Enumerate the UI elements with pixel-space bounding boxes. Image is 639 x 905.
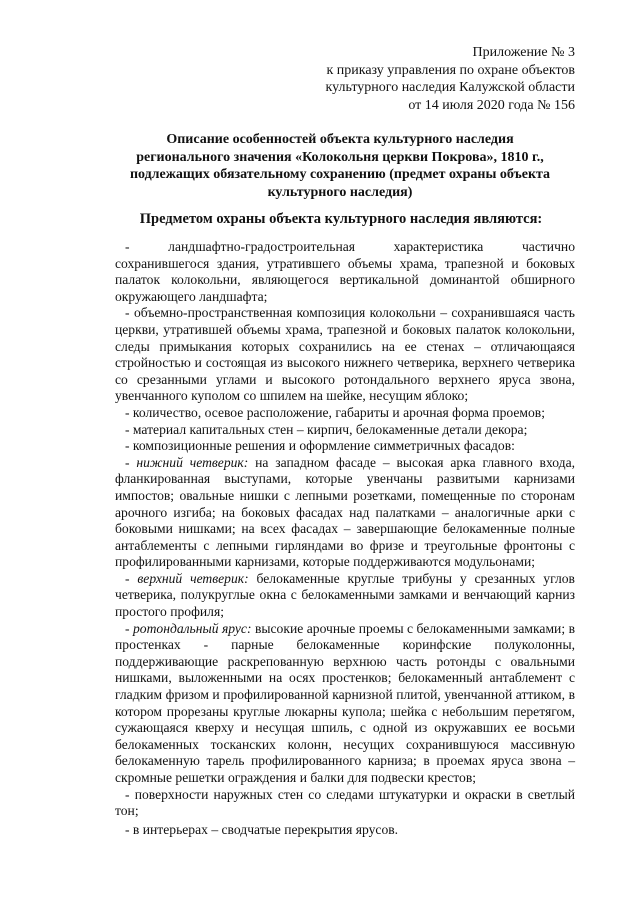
item-materials: - материал капитальных стен – кирпич, белокаменные детали декора; (125, 421, 528, 437)
appendix-authority: культурного наследия Калужской области (325, 80, 575, 95)
rotunda-text: высокие арочные проемы с белокаменными замками; в простенках - парные белокаменные коринфские полуколонны, поддерживающие раскрепованную верхнюю часть ротонды с овальными нишками, выложенными на осях простенков; белокаменный антаблемент с гладким фризом и профилированной карнизной плитой, увенчанной аттиком, в котором прорезаны круглые люкарны купола; шейка с небольшим перетягом, сужающаяся кверху и несущая шпиль, с одной из окружавших ее восьми белокаменных тосканских колонн, несущих сохранившуюся массивную белокаменную тарель профилированного карниза; в проемах яруса звона – скромные решетки ограждения и балки для подвески крестов; (115, 620, 575, 785)
appendix-order-ref: к приказу управления по охране объектов (326, 62, 575, 78)
item-volume: - объемно-пространственная композиция колокольни – сохранившаяся часть церкви, утратившей объемы храма, трапезной и боковых палаток колокольни, следы примыкания которых сохранились на ее стенах – отличающаяся стройностью и состоящая из высокого нижнего четверика, верхнего четверика со срезанными углами и высокого ротондального верхнего яруса звона, увенчанного куполом со шпилем на шейке, несущим яблоко; (115, 305, 575, 404)
item-facades: - композиционные решения и оформление симметричных фасадов: (125, 438, 515, 454)
upper-tetragon-label: верхний четверик: (137, 570, 249, 586)
dash-marker: - (125, 620, 133, 636)
rotunda-label: ротондальный ярус: (133, 620, 252, 636)
appendix-header (245, 44, 575, 114)
title-line-1: Описание особенностей объекта культурного наследия (166, 132, 514, 147)
title-line-3: подлежащих обязательному сохранению (предмет охраны объекта (129, 167, 551, 182)
subject-heading: Предметом охраны объекта культурного наследия являются: (139, 211, 543, 227)
dash-marker: - (125, 454, 137, 470)
document-title (80, 131, 600, 201)
lower-tetragon-label: нижний четверик: (136, 454, 249, 470)
item-lower-tetragon (115, 455, 575, 571)
title-line-2: регионального значения «Колокольня церкви Покрова», 1810 г., (136, 149, 544, 165)
title-line-4: культурного наследия) (267, 184, 413, 200)
upper-tetragon-text: белокаменные круглые трибуны у срезанных углов четверика, полукруглые окна с белокаменными замками и венчающий карниз простого профиля; (115, 570, 575, 620)
document-body (115, 239, 579, 838)
appendix-number: Приложение № 3 (472, 45, 575, 60)
item-landscape: - ландшафтно-градостроительная характеристика частично сохранившегося здания, утратившего объемы храма, трапезной и боковых палаток колокольни, являющегося вертикальной доминантой обширного окружающего ландшафта; (115, 239, 579, 304)
item-rotunda (115, 621, 575, 787)
item-interiors: - в интерьерах – сводчатые перекрытия ярусов. (125, 821, 399, 837)
appendix-date: от 14 июля 2020 года № 156 (408, 97, 575, 113)
lower-tetragon-text: на западном фасаде – высокая арка главного входа, фланкированная выступами, которые увенчаны развитыми карнизами импостов; овальные нишки с лепными розетками, помещенные по сторонам арочного изгиба; на боковых фасадах над палатками – аналогичные арки с боковыми нишками; на всех фасадах – завершающие белокаменные полные антаблементы с лепными гирляндами во фризе и треугольные фронтоны с профилированными карнизами, которые поддерживаются модульонами; (115, 454, 575, 570)
dash-marker: - (125, 570, 138, 586)
item-surfaces: - поверхности наружных стен со следами штукатурки и окраски в светлый тон; (115, 786, 575, 819)
item-upper-tetragon (115, 571, 575, 621)
item-openings: - количество, осевое расположение, габариты и арочная форма проемов; (125, 404, 545, 420)
